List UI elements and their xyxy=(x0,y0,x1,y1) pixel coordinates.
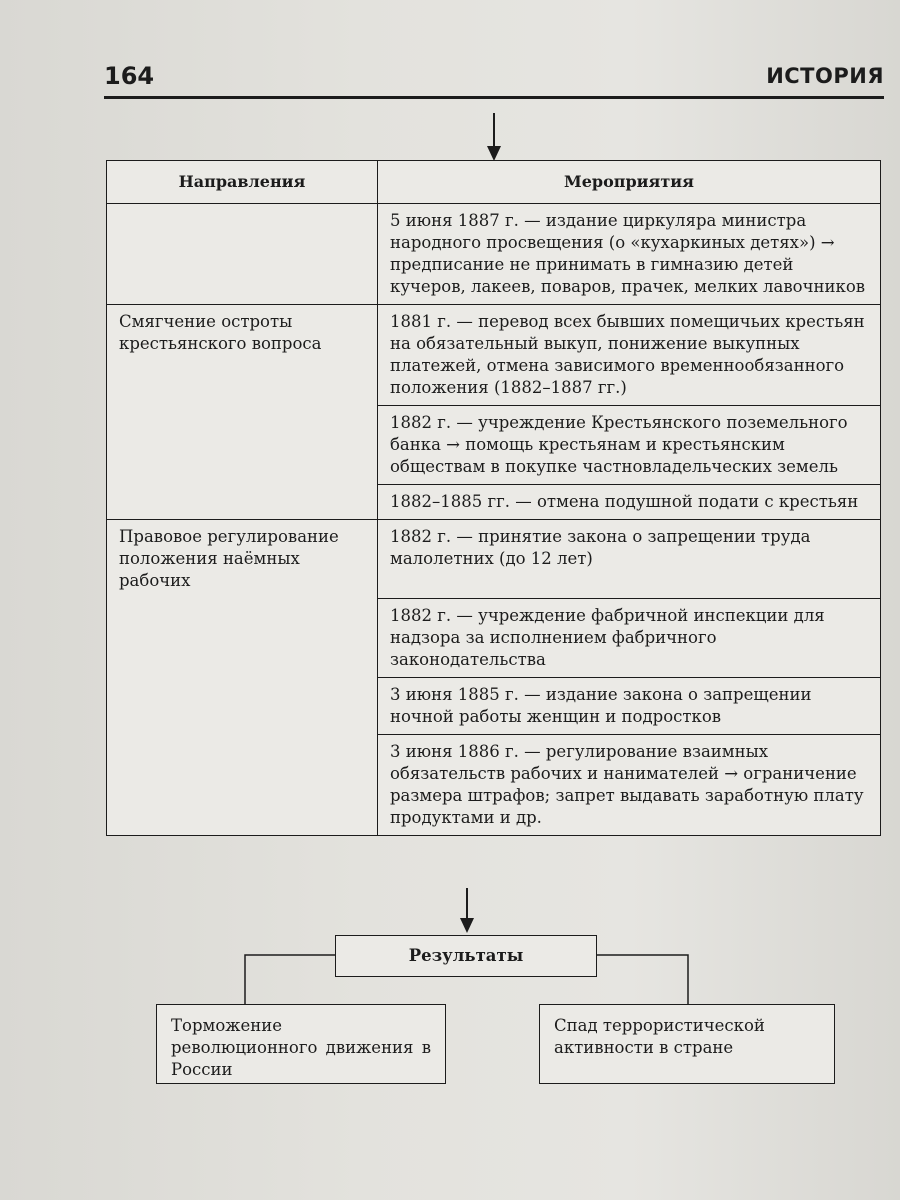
table-row xyxy=(107,520,881,599)
table-row xyxy=(107,204,881,305)
column-header-measures: Мероприятия xyxy=(378,161,881,204)
event-cell: 1882–1885 гг. — отмена подушной подати с крестьян xyxy=(378,485,881,520)
event-cell: 1882 г. — учреждение фабричной инспекции для надзора за исполнением фабричного законодательства xyxy=(378,598,881,677)
result-box-left xyxy=(156,1004,446,1084)
table-row xyxy=(107,677,881,734)
event-cell: 5 июня 1887 г. — издание циркуляра министра народного просвещения (о «кухаркиных детях») → предписание не принимать в гимназию детей кучеров, лакеев, поваров, прачек, мелких лавочников xyxy=(378,204,881,305)
page-number: 164 xyxy=(104,62,155,90)
table-row xyxy=(107,485,881,520)
direction-cell xyxy=(107,598,378,677)
reforms-table xyxy=(106,160,881,836)
section-title: ИСТОРИЯ xyxy=(766,64,884,88)
direction-cell xyxy=(107,204,378,305)
result-box-right xyxy=(539,1004,835,1084)
event-cell: 1882 г. — принятие закона о запрещении труда малолетних (до 12 лет) xyxy=(378,520,881,599)
table-row xyxy=(107,406,881,485)
table-row xyxy=(107,305,881,406)
event-cell: 1882 г. — учреждение Крестьянского поземельного банка → помощь крестьянам и крестьянским обществам в покупке частновладельческих земель xyxy=(378,406,881,485)
direction-cell xyxy=(107,677,378,734)
result-text-right: Спад террористической активности в стране xyxy=(554,1016,765,1057)
event-cell: 3 июня 1885 г. — издание закона о запрещении ночной работы женщин и подростков xyxy=(378,677,881,734)
direction-cell xyxy=(107,406,378,485)
column-header-directions: Направления xyxy=(107,161,378,204)
direction-cell: Правовое регулирование положения наёмных рабочих xyxy=(107,520,378,599)
arrow-down-icon xyxy=(479,113,509,163)
arrow-down-icon xyxy=(452,888,482,938)
event-cell: 1881 г. — перевод всех бывших помещичьих крестьян на обязательный выкуп, понижение выкупных платежей, отмена зависимого временнообязанного положения (1882–1887 гг.) xyxy=(378,305,881,406)
table-header-row xyxy=(107,161,881,204)
table-row xyxy=(107,598,881,677)
results-title-box: Результаты xyxy=(335,935,597,977)
result-text-left: Торможение революционного движения в России xyxy=(171,1016,431,1079)
event-cell: 3 июня 1886 г. — регулирование взаимных обязательств рабочих и нанимателей → ограничение размера штрафов; запрет выдавать заработную плату продуктами и др. xyxy=(378,734,881,835)
direction-cell xyxy=(107,734,378,835)
direction-cell xyxy=(107,485,378,520)
table-row xyxy=(107,734,881,835)
direction-cell: Смягчение остроты крестьянского вопроса xyxy=(107,305,378,406)
page-header xyxy=(104,62,884,99)
